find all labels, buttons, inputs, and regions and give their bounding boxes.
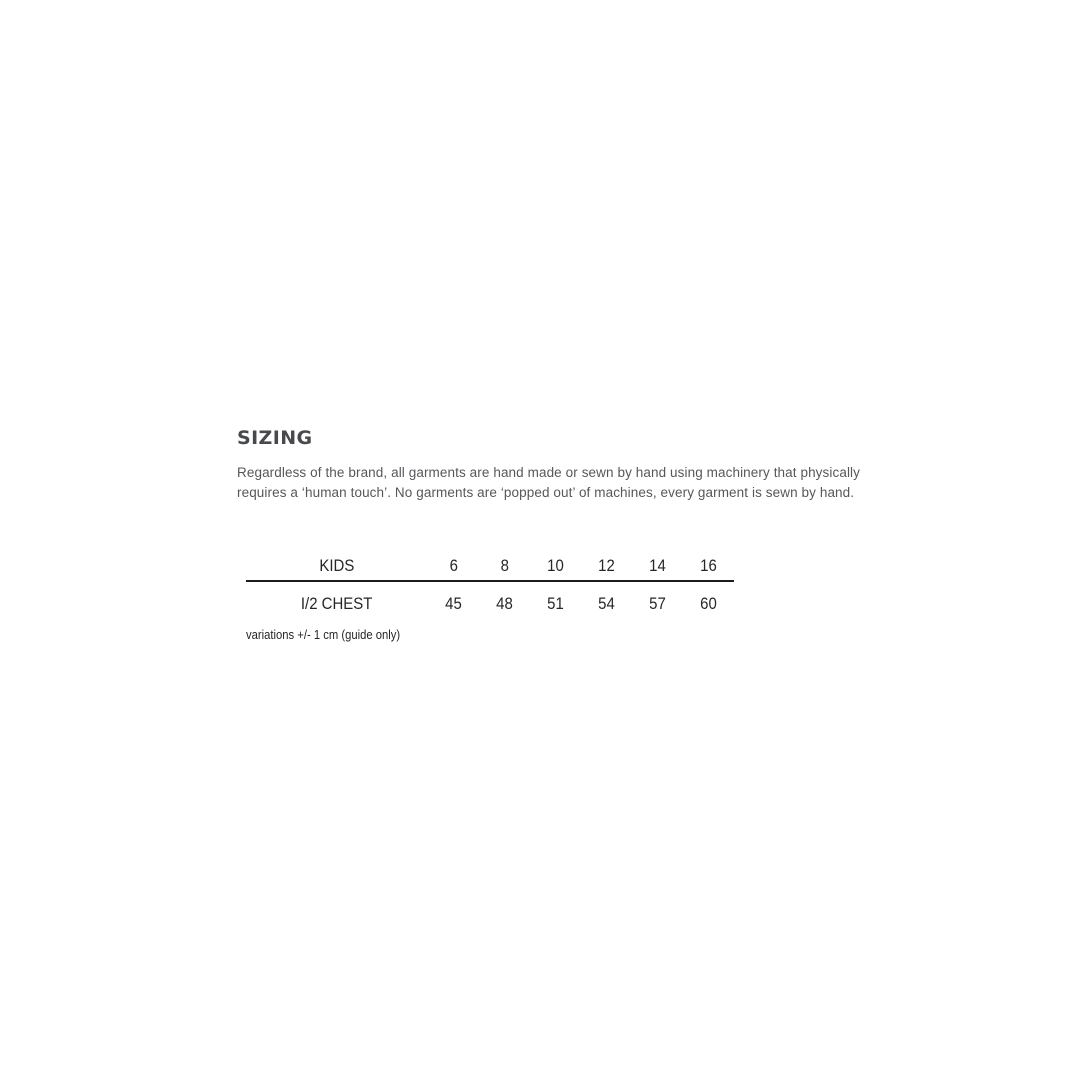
measurement-value-text: 60 <box>700 594 717 613</box>
row-header-text: KIDS <box>319 556 355 575</box>
size-table <box>246 552 734 642</box>
size-table-data-row <box>246 582 734 626</box>
size-header-text: 8 <box>500 556 509 575</box>
measurement-value-cell <box>530 594 581 614</box>
measurement-value-text: 57 <box>649 594 666 613</box>
size-table-header-label <box>246 556 428 576</box>
size-header-text: 12 <box>598 556 615 575</box>
size-header-text: 16 <box>700 556 717 575</box>
sizing-section <box>237 427 882 503</box>
measurement-value-cell <box>581 594 632 614</box>
measurement-value-text: 54 <box>598 594 615 613</box>
size-column-header <box>581 556 632 576</box>
sizing-description: Regardless of the brand, all garments are hand made or sewn by hand using machinery that physically requires a ‘human touch’. No garments are ‘popped out’ of machines, every garment is sewn by hand. <box>237 465 860 500</box>
footnote-text: variations +/- 1 cm (guide only) <box>246 628 401 642</box>
size-table-footnote <box>246 628 734 642</box>
measurement-value-cell <box>428 594 479 614</box>
measurement-value-cell <box>683 594 734 614</box>
size-column-header <box>428 556 479 576</box>
size-column-header <box>530 556 581 576</box>
size-column-header <box>632 556 683 576</box>
size-table-header-row <box>246 552 734 580</box>
size-header-text: 6 <box>449 556 458 575</box>
measurement-label-text: I/2 CHEST <box>301 594 373 613</box>
measurement-value-cell <box>479 594 530 614</box>
measurement-value-text: 51 <box>547 594 564 613</box>
size-column-header <box>479 556 530 576</box>
measurement-value-text: 48 <box>496 594 513 613</box>
measurement-value-text: 45 <box>445 594 462 613</box>
measurement-value-cell <box>632 594 683 614</box>
measurement-row-label <box>246 594 428 614</box>
size-header-text: 10 <box>547 556 564 575</box>
sizing-heading: SIZING <box>237 427 313 449</box>
size-column-header <box>683 556 734 576</box>
size-header-text: 14 <box>649 556 666 575</box>
